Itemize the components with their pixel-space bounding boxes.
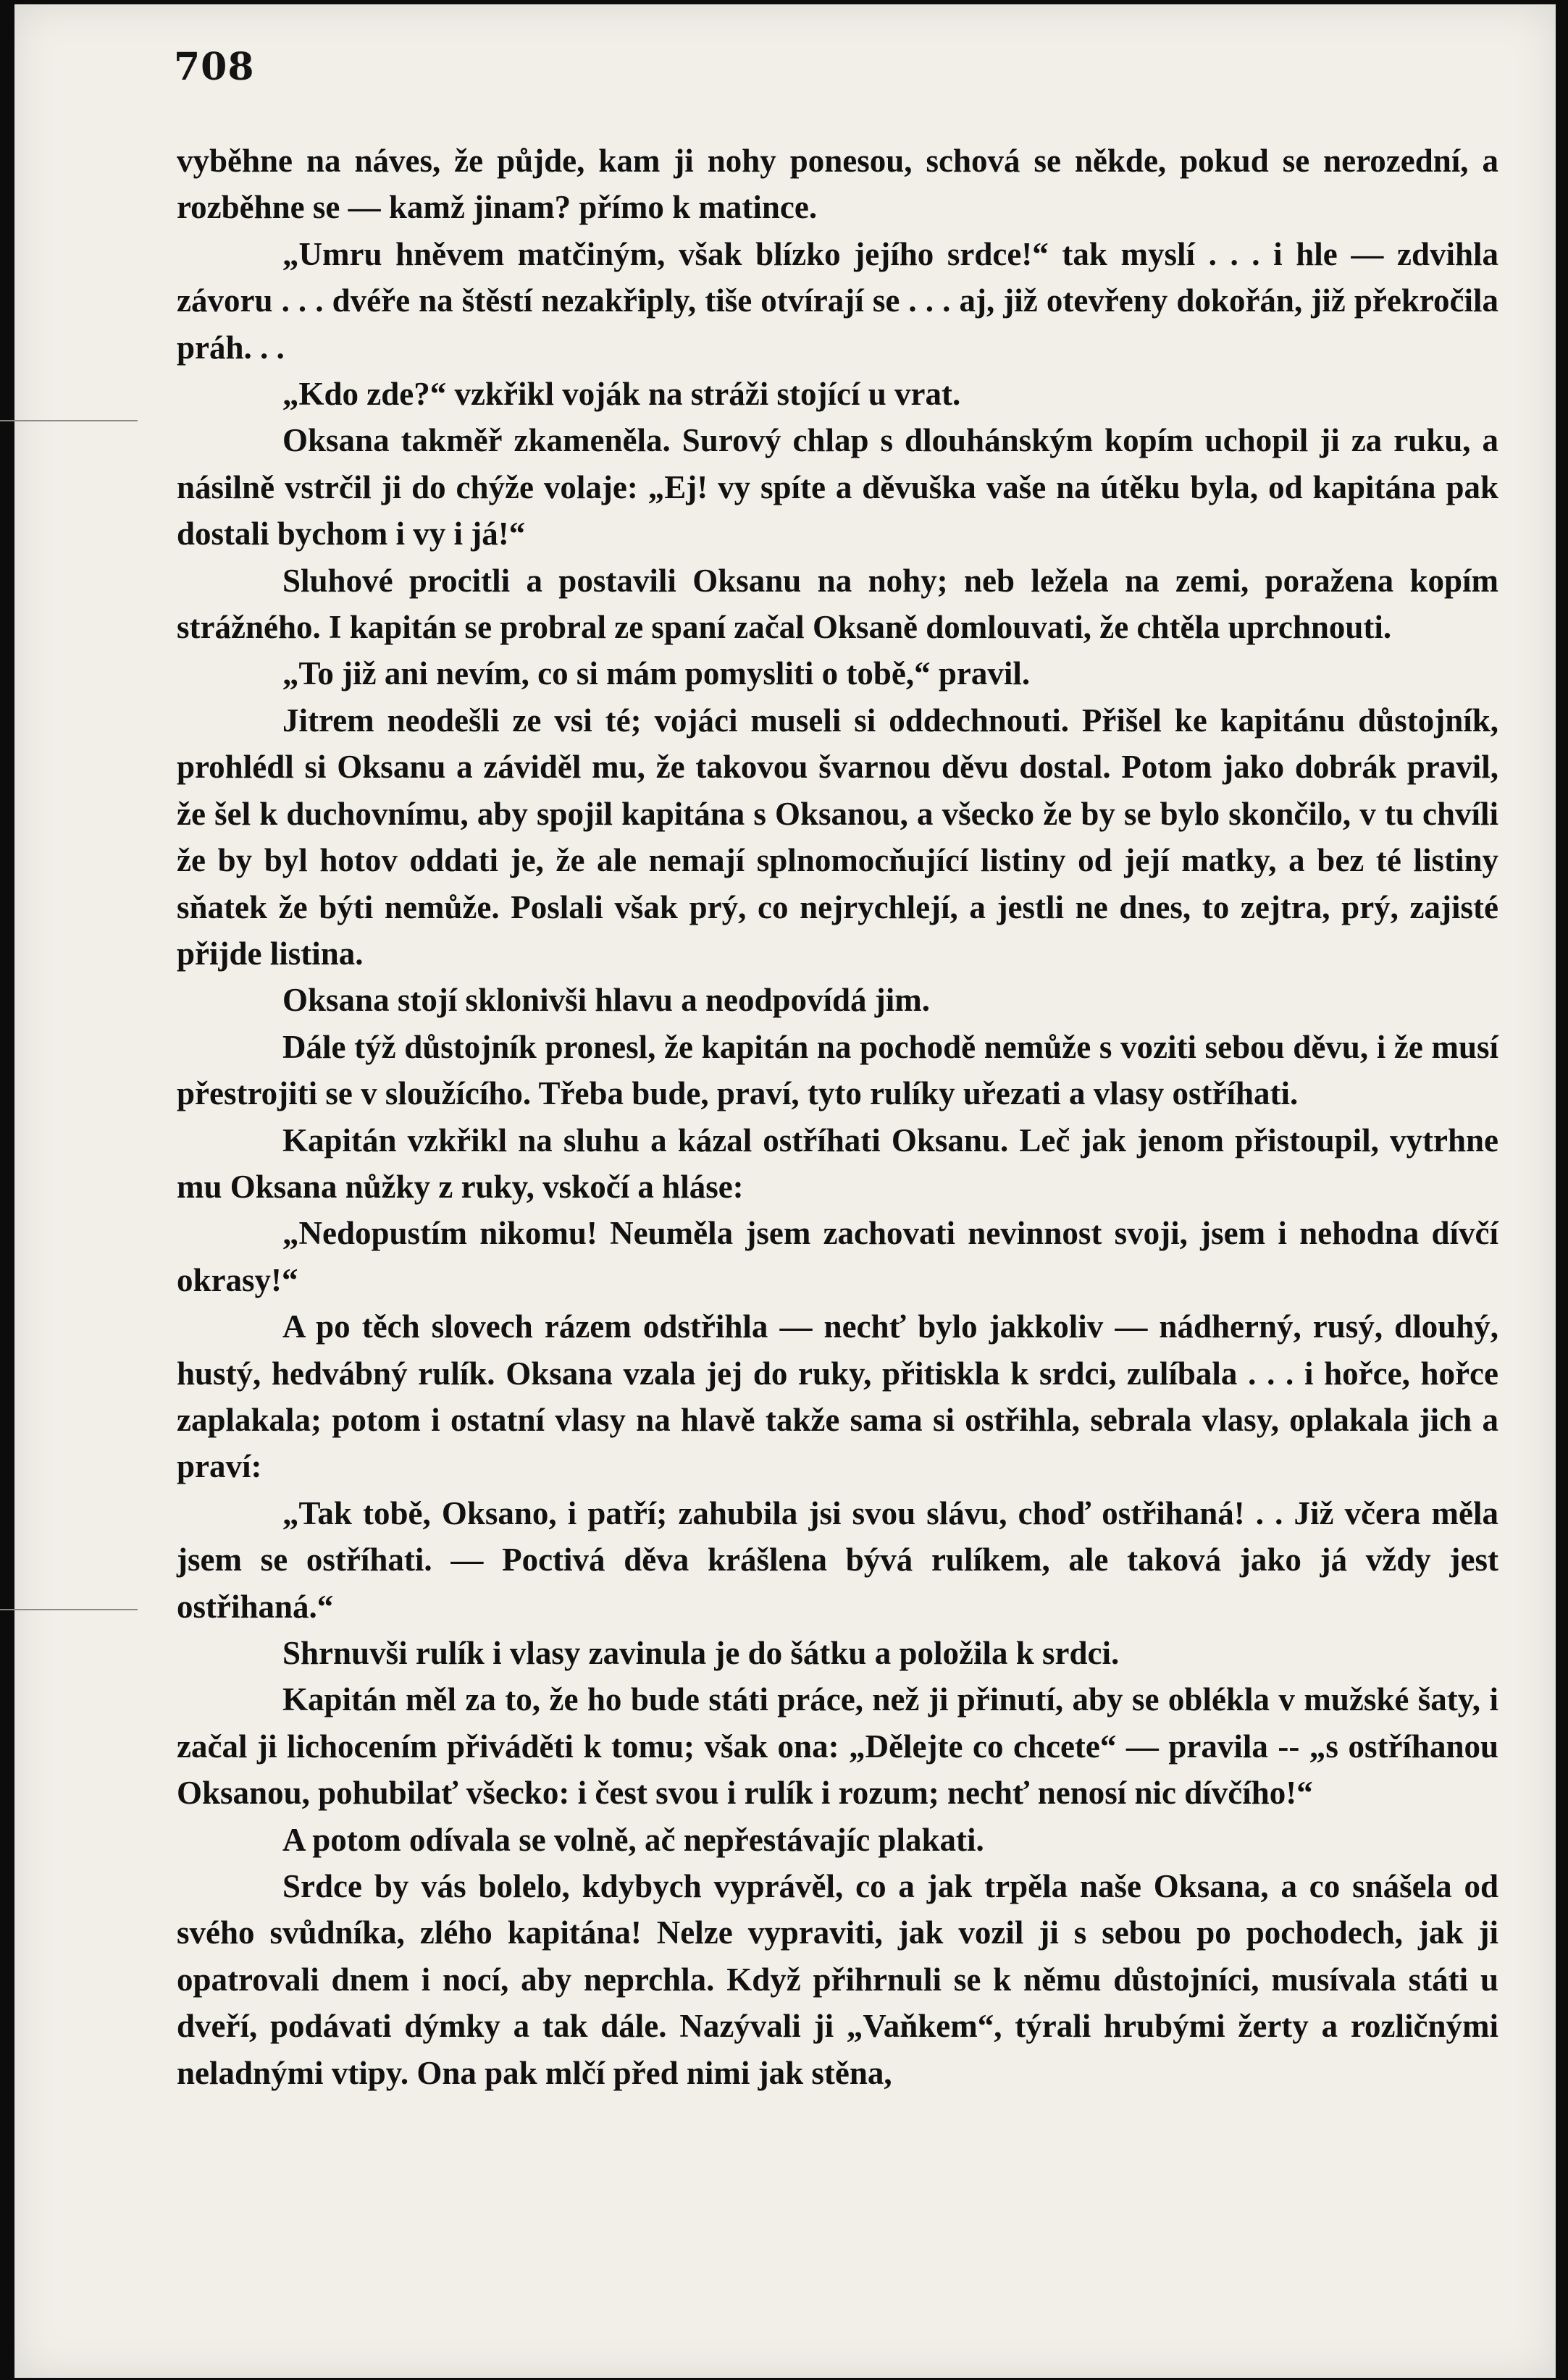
- paragraph: „Tak tobě, Oksano, i patří; zahubila jsi svou slávu, choď ostřihaná! . . Již včera měla jsem se ostříhati. — Poctivá děva krášlena bývá rulíkem, ale taková jako já vždy jest ostřihaná.“: [177, 1494, 1498, 1625]
- body-text: [177, 138, 1498, 2096]
- paragraph: „Kdo zde?“ vzkřikl voják na stráži stojící u vrat.: [282, 376, 961, 413]
- paragraph: Dále týž důstojník pronesl, že kapitán na pochodě nemůže s voziti sebou děvu, i že musí přestrojiti se v sloužícího. Třeba bude, praví, tyto rulíky uřezati a vlasy ostříhati.: [177, 1028, 1498, 1112]
- paragraph: Jitrem neodešli ze vsi té; vojáci museli si oddechnouti. Přišel ke kapitánu důstojník, prohlédl si Oksanu a záviděl mu, že takovou švarnou děvu dostal. Potom jako dobrák pravil, že šel k duchovnímu, aby spojil kapitána s Oksanou, a všecko že by se bylo skončilo, v tu chvíli že by byl hotov oddati je, že ale nemají splnomocňující listiny od její matky, a bez té listiny sňatek že býti nemůže. Poslali však prý, co nejrychlejí, a jestli ne dnes, to zejtra, prý, zajisté přijde listina.: [177, 702, 1498, 972]
- paragraph: Oksana takměř zkameněla. Surový chlap s dlouhánským kopím uchopil ji za ruku, a násilně vstrčil ji do chýže volaje: „Ej! vy spíte a děvuška vaše na útěku byla, od kapitána pak dostali bychom i vy i já!“: [177, 422, 1498, 552]
- paragraph: „Nedopustím nikomu! Neuměla jsem zachovati nevinnost svoji, jsem i nehodna dívčí okrasy!“: [177, 1215, 1498, 1298]
- paragraph: Shrnuvši rulík i vlasy zavinula je do šátku a položila k srdci.: [282, 1635, 1120, 1671]
- paragraph: vyběhne na náves, že půjde, kam ji nohy ponesou, schová se někde, pokud se nerozední, a rozběhne se — kamž jinam? přímo k matince.: [177, 143, 1498, 226]
- paragraph: „To již ani nevím, co si mám pomysliti o tobě,“ pravil.: [282, 655, 1031, 692]
- paragraph: A po těch slovech rázem odstřihla — nechť bylo jakkoliv — nádherný, rusý, dlouhý, hustý, hedvábný rulík. Oksana vzala jej do ruky, přitiskla k srdci, zulíbala . . . i hořce, hořce zaplakala; potom i ostatní vlasy na hlavě takže sama si ostřihla, sebrala vlasy, oplakala jich a praví:: [177, 1308, 1498, 1485]
- left-margin-rule-top: [0, 420, 138, 421]
- paragraph: A potom odívala se volně, ač nepřestávajíc plakati.: [282, 1821, 984, 1858]
- page-number: 708: [174, 45, 255, 89]
- paragraph: Kapitán vzkřikl na sluhu a kázal ostříhati Oksanu. Leč jak jenom přistoupil, vytrhne mu Oksana nůžky z ruky, vskočí a hláse:: [177, 1122, 1498, 1205]
- paragraph: „Umru hněvem matčiným, však blízko jejího srdce!“ tak myslí . . . i hle — zdvihla závoru . . . dvéře na štěstí nezakřiply, tiše otvírají se . . . aj, již otevřeny dokořán, již překročila práh. . .: [177, 235, 1498, 366]
- paragraph: Sluhové procitli a postavili Oksanu na nohy; neb ležela na zemi, poražena kopím strážného. I kapitán se probral ze spaní začal Oksaně domlouvati, že chtěla uprchnouti.: [177, 562, 1498, 646]
- paragraph: Srdce by vás bolelo, kdybych vyprávěl, co a jak trpěla naše Oksana, a co snášela od svého svůdníka, zlého kapitána! Nelze vypraviti, jak vozil ji s sebou po pochodech, jak ji opatrovali dnem i nocí, aby neprchla. Když přihrnuli se k němu důstojníci, musívala státi u dveří, podávati dýmky a tak dále. Nazývali ji „Vaňkem“, týrali hrubými žerty a rozličnými neladnými vtipy. Ona pak mlčí před nimi jak stěna,: [177, 1868, 1498, 2091]
- paragraph: Kapitán měl za to, že ho bude státi práce, než ji přinutí, aby se oblékla v mužské šaty, i začal ji lichocením přiváděti k tomu; však ona: „Dělejte co chcete“ — pravila -- „s ostříhanou Oksanou, pohubilať všecko: i čest svou i rulík i rozum; nechť nenosí nic dívčího!“: [177, 1681, 1498, 1812]
- paragraph: Oksana stojí sklonivši hlavu a neodpovídá jim.: [282, 982, 931, 1019]
- left-margin-rule-bottom: [0, 1609, 138, 1610]
